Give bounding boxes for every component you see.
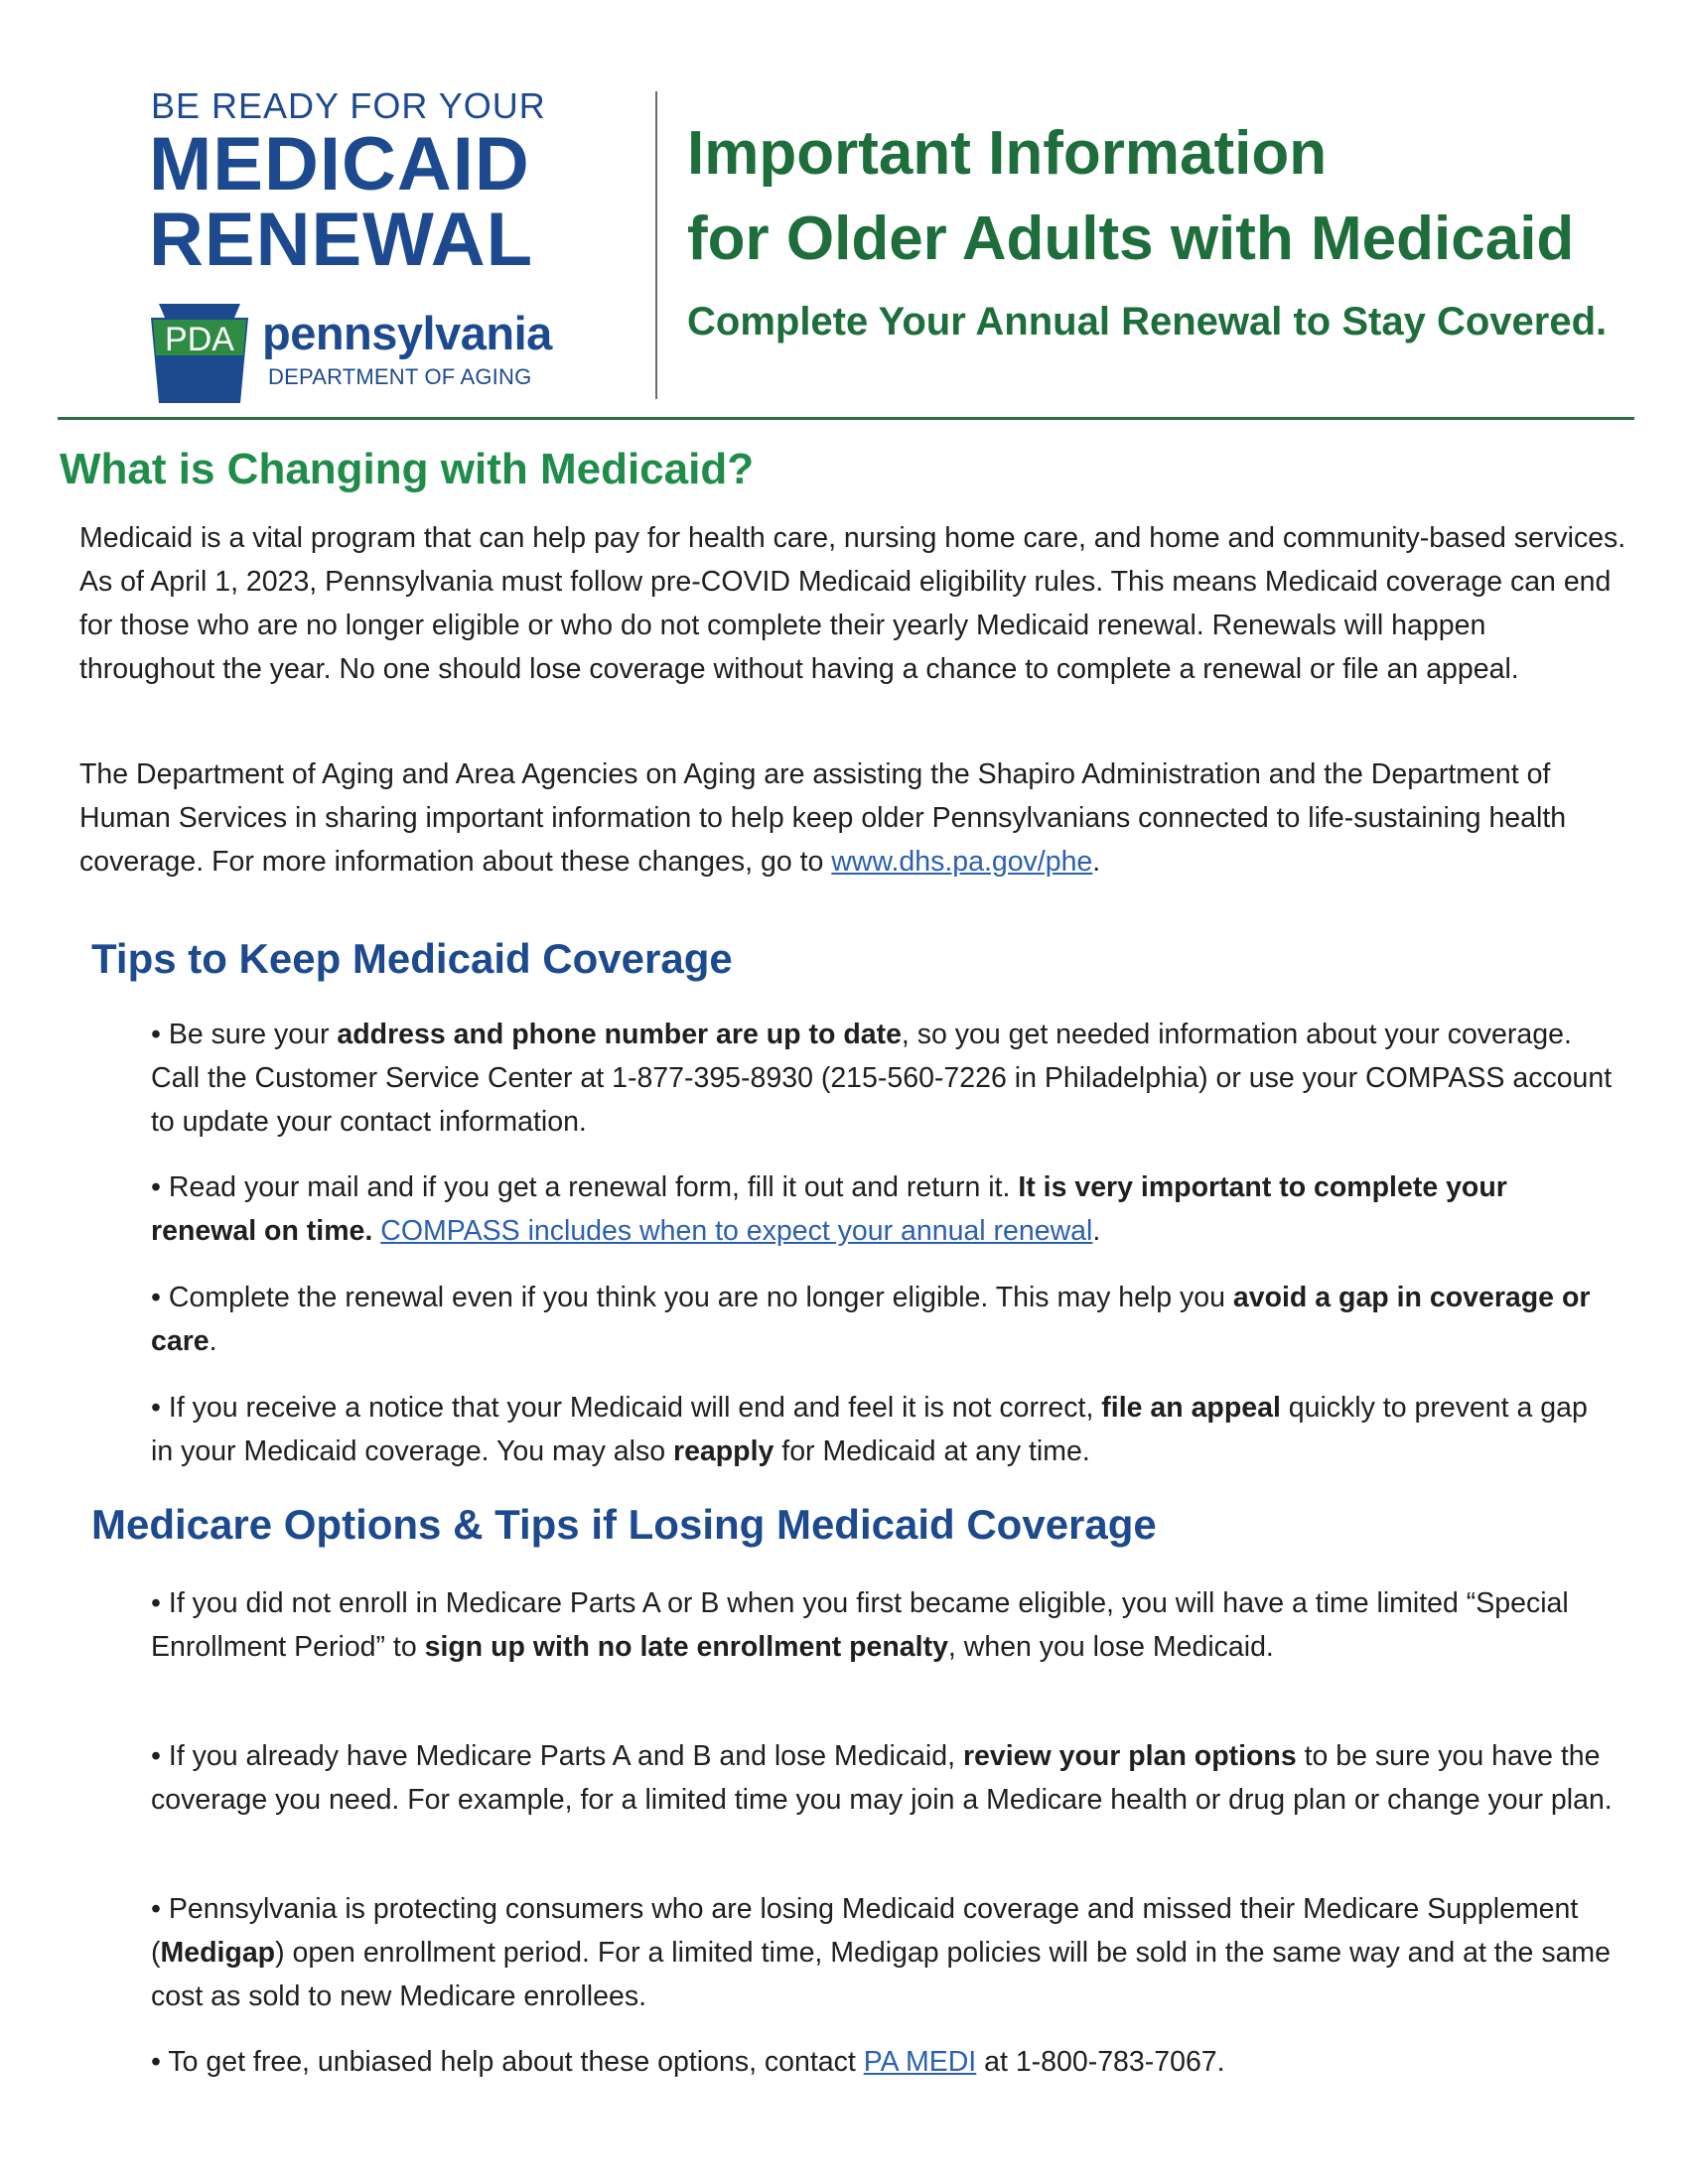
header-rule [58,417,1634,420]
medicare-bullet-3-text-a: • Pennsylvania is protecting consumers who are losing Medicaid coverage and missed their Medicare Supplement ( [151,1893,1579,1969]
changing-paragraph-1: Medicaid is a vital program that can help pay for health care, nursing home care, and home and community-based services. As of April 1, 2023, Pennsylvania must follow pre-COVID Medicaid eligibility rules. This means Medicaid coverage can end for those who are no longer eligible or who do not complete their yearly Medicaid renewal. Renewals will happen throughout the year. No one should lose coverage without having a chance to complete a renewal or file an appeal. [79,522,1626,685]
dhs-phe-link[interactable]: www.dhs.pa.gov/phe [831,846,1093,878]
section-title-medicare: Medicare Options & Tips if Losing Medicaid Coverage [91,1501,1157,1548]
medicare-bullet-1-text-b: , when you lose Medicaid. [947,1631,1274,1663]
tips-bullet-3-end: . [209,1325,217,1357]
medicare-bullet-4-text-b: at 1-800-783-7067. [976,2046,1225,2078]
agency-department: DEPARTMENT OF AGING [268,364,532,389]
pa-medi-link[interactable]: PA MEDI [863,2046,977,2078]
changing-paragraph-2-text: The Department of Aging and Area Agencies on Aging are assisting the Shapiro Administration and the Department of Human Services in sharing important information to help keep older Pennsylvanians connected to life-sustaining health coverage. For more information about these changes, go to [79,758,1567,878]
medicare-bullet-1-text-a: • If you did not enroll in Medicare Parts A or B when you first became eligible, you will have a time limited “Special Enrollment Period” to [151,1587,1569,1663]
agency-name: pennsylvania [262,307,552,359]
medicare-bullet-1 [151,1581,1616,1669]
tips-bullet-1 [151,1013,1616,1144]
keystone-seal-icon [151,304,248,403]
tips-bullet-3-text-a: • Complete the renewal even if you think you are no longer eligible. This may help you [151,1282,1233,1313]
medicare-bullet-4-text-a: • To get free, unbiased help about these options, contact [151,2046,864,2078]
tips-bullet-4 [151,1386,1616,1473]
seal-text: PDA [165,321,234,358]
header [58,79,1636,407]
medicare-bullet-2-text-a: • If you already have Medicare Parts A and B and lose Medicaid, [151,1740,963,1772]
medicare-bullet-2-bold: review your plan options [962,1740,1297,1772]
changing-paragraph-2 [79,752,1628,884]
tips-bullet-4-text-a: • If you receive a notice that your Medicaid will end and feel it is not correct, [151,1392,1102,1424]
page-title-line-1: Important Information [687,119,1328,188]
tips-bullet-4-text-b: quickly to prevent a gap in your Medicaid coverage. You may also [151,1392,1588,1467]
section-title-changing: What is Changing with Medicaid? [60,445,755,493]
tips-bullet-1-bold: address and phone number are up to date [337,1019,902,1050]
medicare-bullet-3-text-b: ) open enrollment period. For a limited time, Medigap policies will be sold in the same way and at the same cost as sold to new Medicare enrollees. [151,1937,1612,2012]
medicare-bullet-1-bold: sign up with no late enrollment penalty [424,1631,948,1663]
tips-bullet-4-bold-1: file an appeal [1101,1392,1281,1424]
medicare-bullet-2-text-b: to be sure you have the coverage you need. For example, for a limited time you may join a Medicare health or drug plan or change your plan. [151,1740,1613,1816]
tips-bullet-4-text-c: for Medicaid at any time. [774,1435,1090,1467]
compass-renewal-link[interactable]: COMPASS includes when to expect your annual renewal [380,1215,1093,1247]
tips-bullet-2-bold: It is very important to complete your renewal on time. [151,1171,1507,1247]
tips-bullet-2 [151,1165,1616,1253]
medicare-bullet-4 [151,2040,1616,2084]
medicare-bullet-3 [151,1887,1616,2018]
tips-bullet-3 [151,1276,1616,1363]
logo-medicaid: MEDICAID [149,122,530,206]
changing-paragraph-2-end: . [1092,846,1101,878]
tips-bullet-1-text-a: • Be sure your [151,1019,338,1050]
tips-bullet-1-text-b: , so you get needed information about your coverage. Call the Customer Service Center at 1-877-395-8930 (215-560-7226 in Philadelphia) or use your COMPASS account to update your contact information. [151,1019,1613,1138]
medicaid-renewal-logo [93,79,610,407]
page-title-line-2: for Older Adults with Medicaid [687,205,1575,273]
tips-bullet-2-end: . [1092,1215,1101,1247]
header-divider [655,91,657,399]
medicare-bullet-3-bold: Medigap [160,1937,276,1969]
tips-bullet-3-bold: avoid a gap in coverage or care [151,1282,1591,1357]
tips-bullet-2-text-a: • Read your mail and if you get a renewal form, fill it out and return it. [151,1171,1019,1203]
medicare-bullet-2 [151,1734,1616,1822]
tips-bullet-4-bold-2: reapply [672,1435,774,1467]
section-title-tips: Tips to Keep Medicaid Coverage [91,935,733,982]
logo-tagline: BE READY FOR YOUR [151,85,546,126]
logo-renewal: RENEWAL [149,198,533,282]
page-subtitle: Complete Your Annual Renewal to Stay Covered. [687,300,1608,343]
